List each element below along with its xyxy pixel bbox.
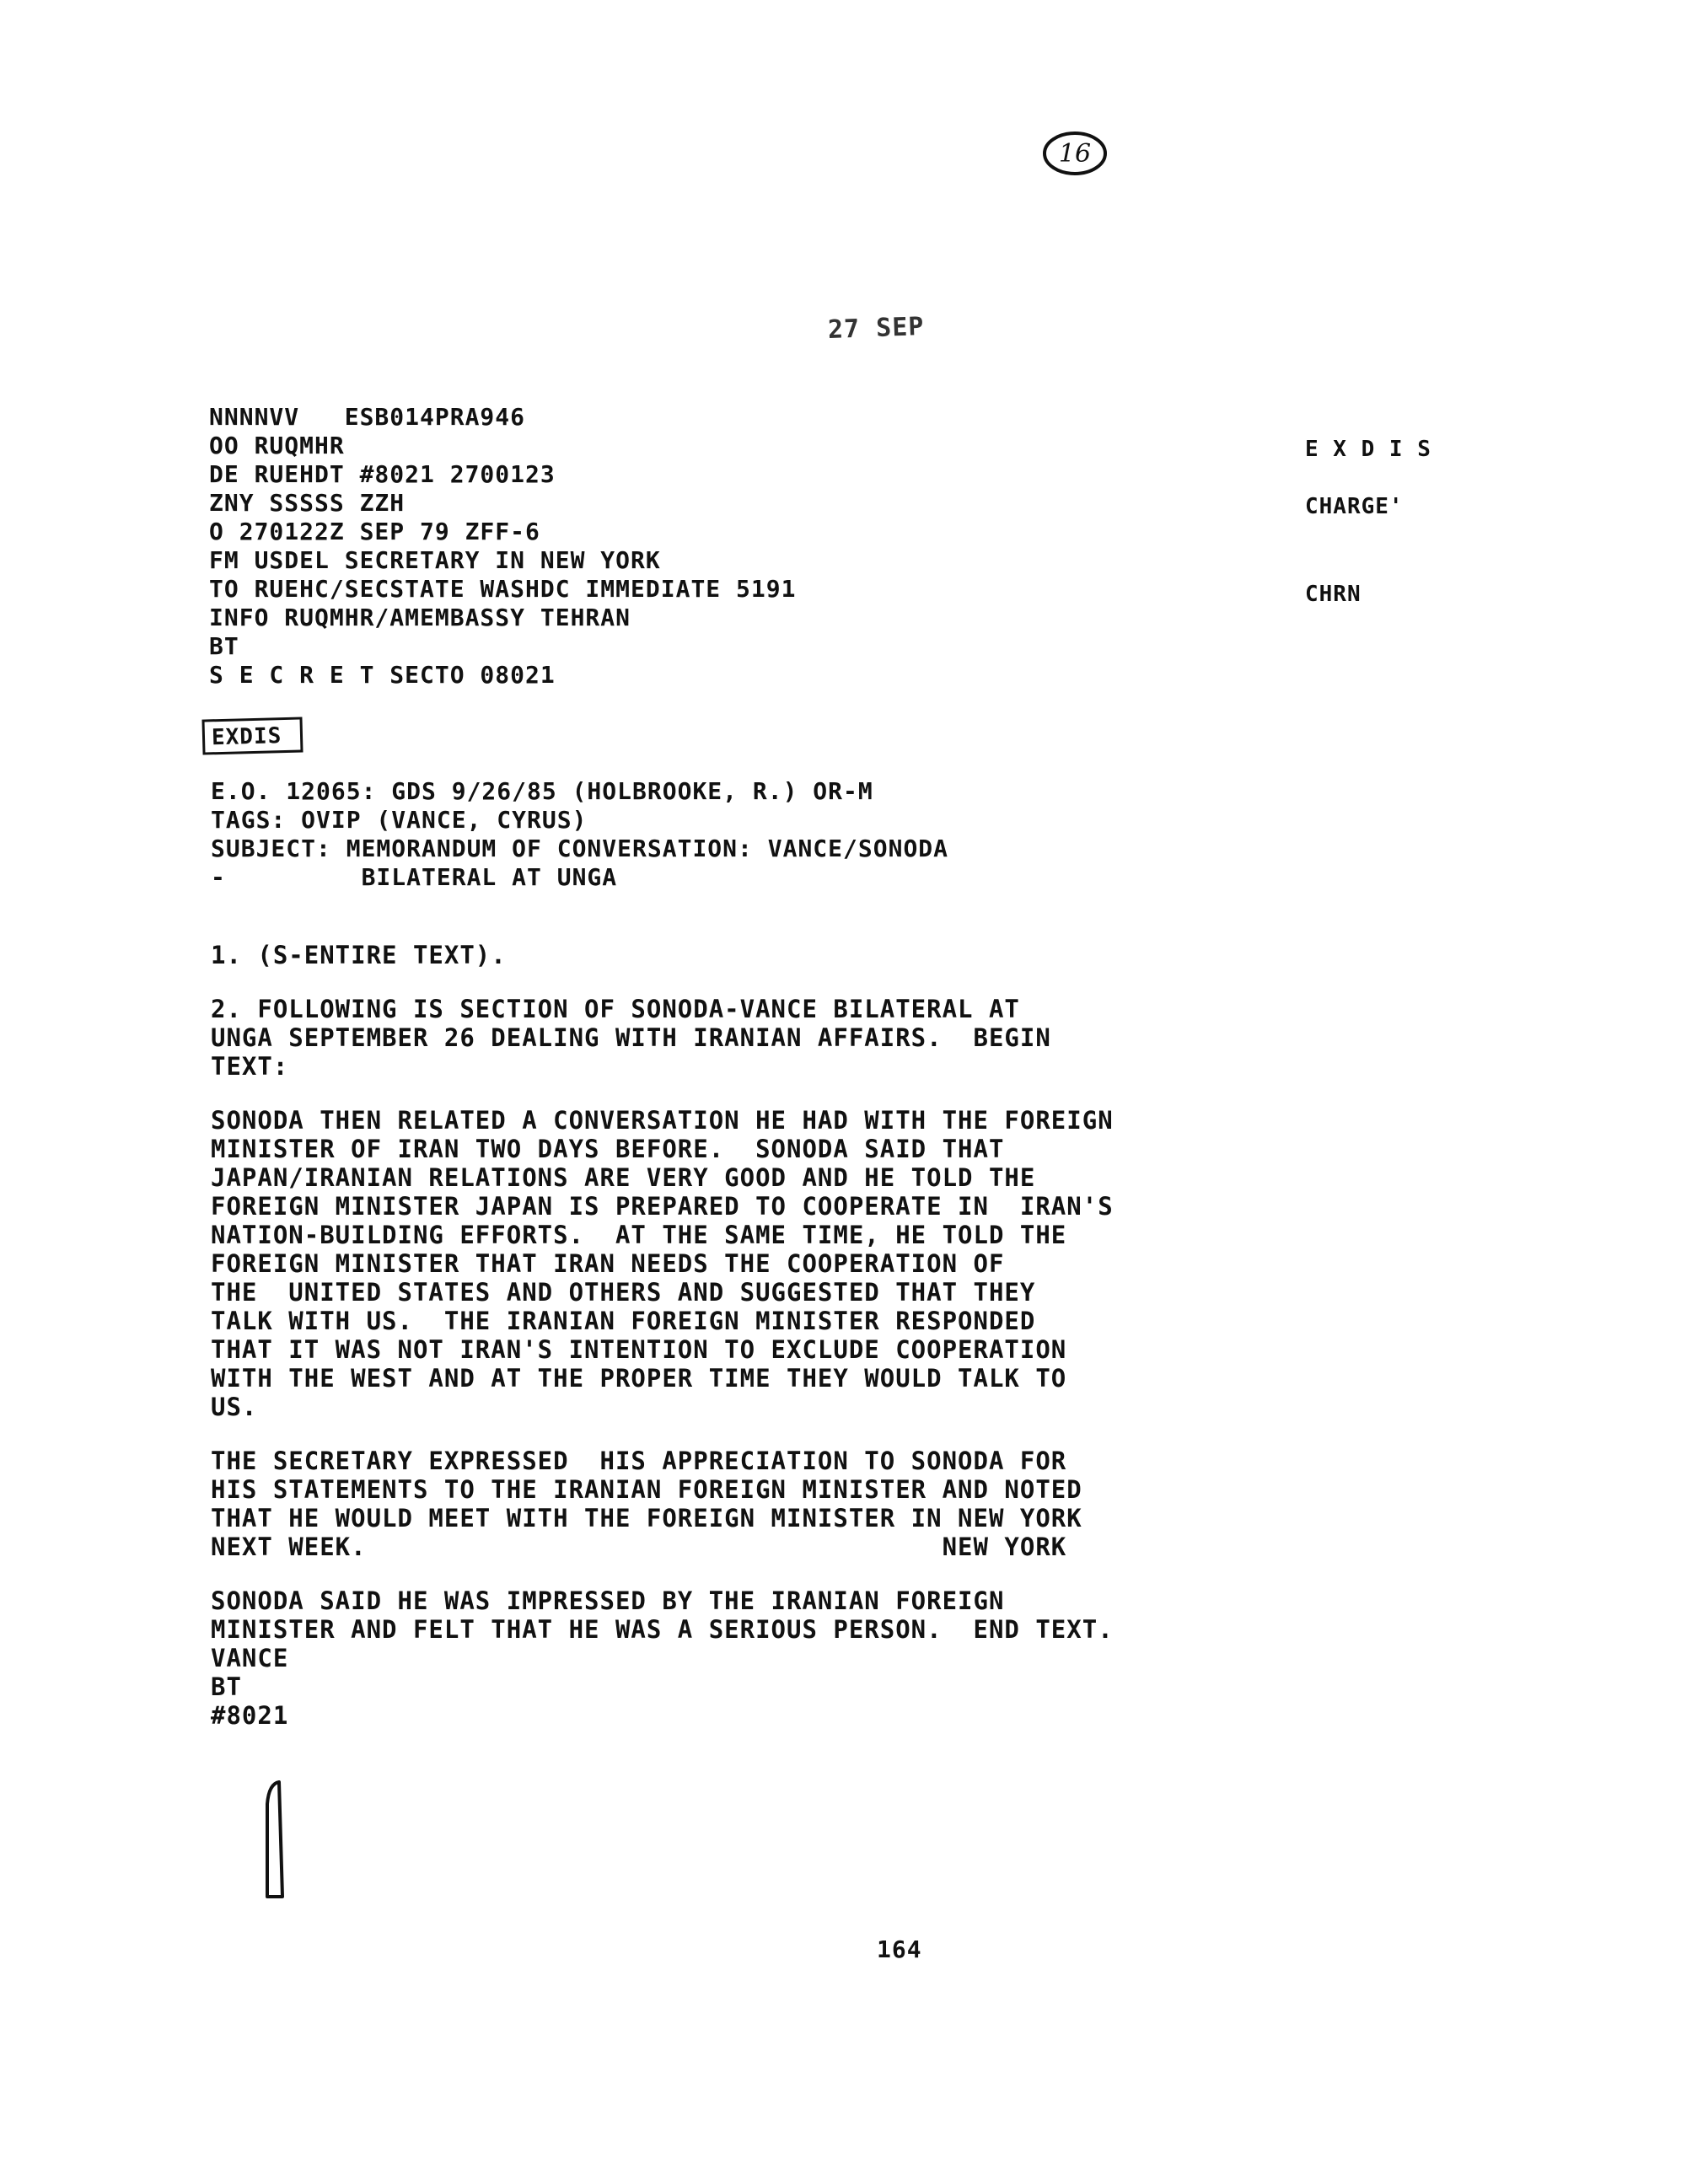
body-line: #8021 bbox=[211, 1701, 289, 1730]
paragraph bbox=[211, 1447, 1248, 1561]
body-line: NEXT WEEK. NEW YORK bbox=[211, 1533, 1067, 1561]
paragraph bbox=[211, 995, 1248, 1081]
header-line: NNNNVV ESB014PRA946 bbox=[209, 403, 526, 431]
body-line: SONODA SAID HE WAS IMPRESSED BY THE IRANIAN FOREIGN bbox=[211, 1586, 1005, 1615]
telegram-header bbox=[209, 403, 796, 690]
body-line: MINISTER AND FELT THAT HE WAS A SERIOUS PERSON. END TEXT. bbox=[211, 1615, 1114, 1644]
header-line: DE RUEHDT #8021 2700123 bbox=[209, 460, 556, 488]
signature-line: VANCE bbox=[211, 1644, 289, 1672]
paragraph bbox=[211, 1586, 1248, 1730]
body-line: FOREIGN MINISTER JAPAN IS PREPARED TO COOPERATE IN IRAN'S bbox=[211, 1192, 1114, 1221]
body-line: TALK WITH US. THE IRANIAN FOREIGN MINISTER RESPONDED bbox=[211, 1307, 1036, 1335]
body-line: 1. (S-ENTIRE TEXT). bbox=[211, 941, 507, 969]
body-line: HIS STATEMENTS TO THE IRANIAN FOREIGN MINISTER AND NOTED bbox=[211, 1475, 1082, 1504]
handwritten-bracket-mark bbox=[257, 1779, 291, 1908]
circled-number: 16 bbox=[1058, 139, 1092, 169]
body-line: 2. FOLLOWING IS SECTION OF SONODA-VANCE BILATERAL AT bbox=[211, 995, 1020, 1023]
bracket-mark-icon bbox=[257, 1779, 291, 1905]
paragraph bbox=[211, 941, 1248, 969]
body-line: TEXT: bbox=[211, 1052, 289, 1081]
body-line: BT bbox=[211, 1672, 242, 1701]
memo-metadata bbox=[211, 777, 948, 892]
header-line: OO RUQMHR bbox=[209, 432, 345, 459]
body-line: THAT IT WAS NOT IRAN'S INTENTION TO EXCLUDE COOPERATION bbox=[211, 1335, 1067, 1364]
body-line: US. bbox=[211, 1393, 258, 1421]
charge-label: CHARGE' bbox=[1305, 494, 1404, 519]
body-line: NATION-BUILDING EFFORTS. AT THE SAME TIME, HE TOLD THE bbox=[211, 1221, 1067, 1249]
body-line: UNGA SEPTEMBER 26 DEALING WITH IRANIAN AFFAIRS. BEGIN bbox=[211, 1023, 1051, 1052]
header-line: BT bbox=[209, 632, 239, 660]
classification-line: S E C R E T SECTO 08021 bbox=[209, 661, 556, 689]
header-line: FM USDEL SECRETARY IN NEW YORK bbox=[209, 546, 661, 574]
subject-line: SUBJECT: MEMORANDUM OF CONVERSATION: VANCE/SONODA bbox=[211, 835, 949, 862]
eo-line: E.O. 12065: GDS 9/26/85 (HOLBROOKE, R.) OR-M bbox=[211, 777, 873, 805]
body-line: THAT HE WOULD MEET WITH THE FOREIGN MINISTER IN NEW YORK bbox=[211, 1504, 1082, 1533]
circle-mark-icon bbox=[1041, 128, 1109, 179]
exdis-stamp: EXDIS bbox=[201, 717, 303, 754]
tags-line: TAGS: OVIP (VANCE, CYRUS) bbox=[211, 806, 588, 834]
memo-body bbox=[211, 941, 1248, 1755]
body-line: WITH THE WEST AND AT THE PROPER TIME THEY WOULD TALK TO bbox=[211, 1364, 1067, 1393]
chrn-label: CHRN bbox=[1305, 582, 1362, 607]
circled-page-marker bbox=[1041, 128, 1109, 182]
header-line: INFO RUQMHR/AMEMBASSY TEHRAN bbox=[209, 604, 631, 631]
body-line: MINISTER OF IRAN TWO DAYS BEFORE. SONODA SAID THAT bbox=[211, 1135, 1005, 1163]
subject-continuation: - BILATERAL AT UNGA bbox=[211, 863, 618, 891]
header-line: ZNY SSSSS ZZH bbox=[209, 489, 406, 517]
body-line: THE SECRETARY EXPRESSED HIS APPRECIATION TO SONODA FOR bbox=[211, 1447, 1067, 1475]
body-line: JAPAN/IRANIAN RELATIONS ARE VERY GOOD AND HE TOLD THE bbox=[211, 1163, 1036, 1192]
body-line: FOREIGN MINISTER THAT IRAN NEEDS THE COOPERATION OF bbox=[211, 1249, 1005, 1278]
header-line: O 270122Z SEP 79 ZFF-6 bbox=[209, 518, 540, 545]
header-line: TO RUEHC/SECSTATE WASHDC IMMEDIATE 5191 bbox=[209, 575, 797, 603]
exdis-caption: E X D I S bbox=[1305, 437, 1431, 462]
date-stamp: 27 SEP bbox=[827, 312, 925, 345]
body-line: SONODA THEN RELATED A CONVERSATION HE HAD WITH THE FOREIGN bbox=[211, 1106, 1114, 1135]
paragraph bbox=[211, 1106, 1248, 1421]
body-line: THE UNITED STATES AND OTHERS AND SUGGESTED THAT THEY bbox=[211, 1278, 1036, 1307]
page-number: 164 bbox=[877, 1935, 922, 1963]
